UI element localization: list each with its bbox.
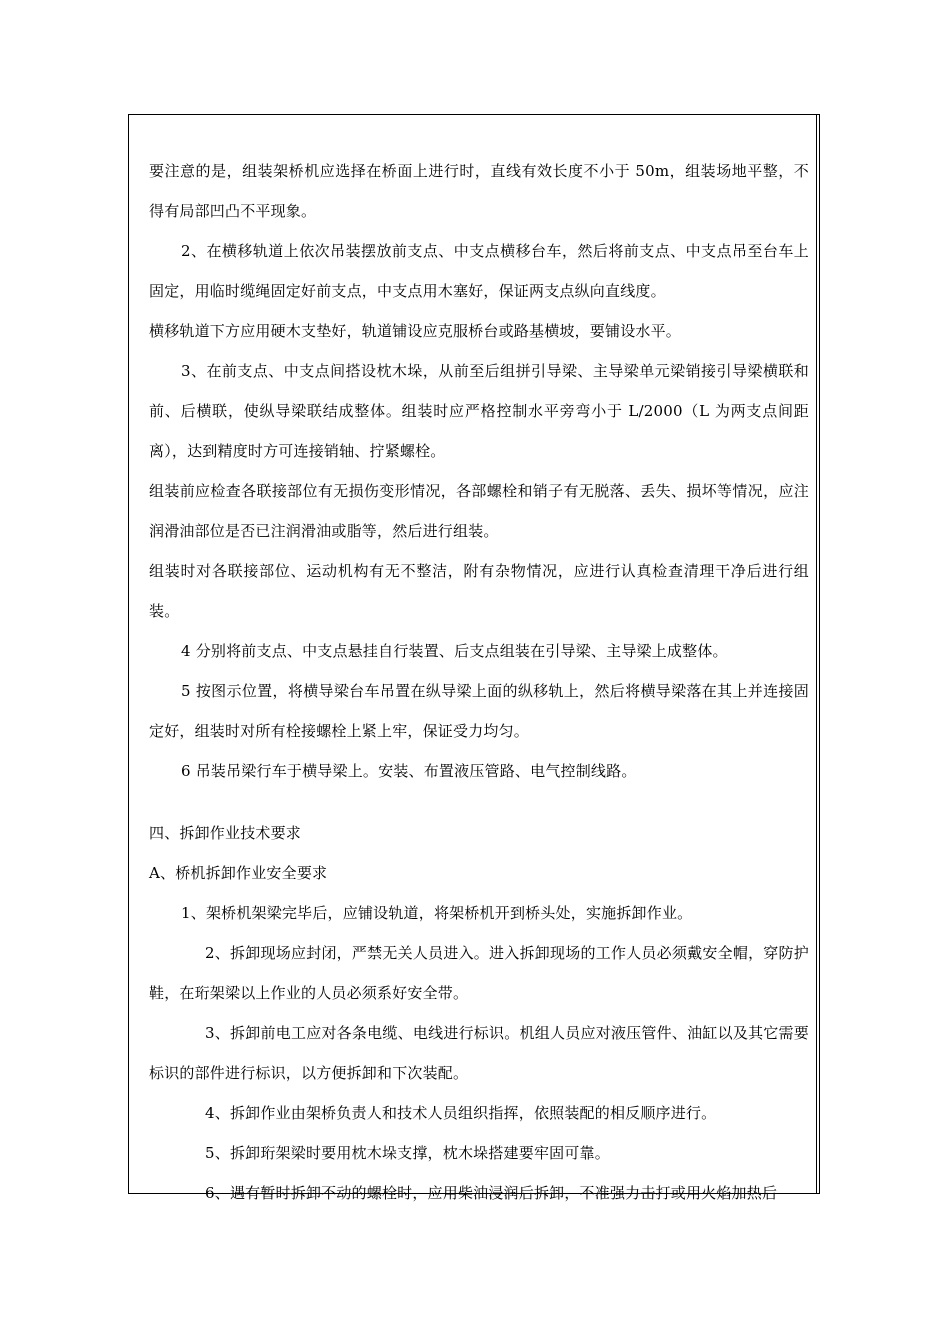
- paragraph-disassembly-5: 5、拆卸珩架梁时要用枕木垛支撑，枕木垛搭建要牢固可靠。: [205, 1144, 610, 1162]
- document-body: [149, 151, 809, 1213]
- paragraph-disassembly-3: 3、拆卸前电工应对各条电缆、电线进行标识。机组人员应对液压管件、油缸以及其它需要标识的部件进行标识，以方便拆卸和下次装配。: [149, 1024, 809, 1082]
- paragraph-step-3: 3、在前支点、中支点间搭设枕木垛，从前至后组拼引导梁、主导梁单元梁销接引导梁横联和前、后横联，使纵导梁联结成整体。组装时应严格控制水平旁弯小于 L/2000（L 为两支点间距离），达到精度时方可连接销轴、拧紧螺栓。: [149, 362, 809, 460]
- paragraph-disassembly-1: 1、架桥机架梁完毕后，应铺设轨道，将架桥机开到桥头处，实施拆卸作业。: [181, 904, 693, 922]
- paragraph-step-5: 5 按图示位置，将横导梁台车吊置在纵导梁上面的纵移轨上，然后将横导梁落在其上并连接固定好，组装时对所有栓接螺栓上紧上牢，保证受力均匀。: [149, 682, 809, 740]
- document-frame: [128, 114, 820, 1202]
- paragraph-assembly-site-note: 要注意的是，组装架桥机应选择在桥面上进行时，直线有效长度不小于 50m，组装场地平整，不得有局部凹凸不平现象。: [149, 162, 809, 220]
- paragraph-disassembly-6: 6、遇有暂时拆卸不动的螺栓时，应用柴油浸润后拆卸，不准强力击打或用火焰加热后: [205, 1184, 778, 1202]
- section-heading-disassembly: 四、拆卸作业技术要求: [149, 824, 302, 842]
- paragraph-assembly-cleaning: 组装时对各联接部位、运动机构有无不整洁，附有杂物情况，应进行认真检查清理干净后进行组装。: [149, 562, 809, 620]
- paragraph-disassembly-4: 4、拆卸作业由架桥负责人和技术人员组织指挥，依照装配的相反顺序进行。: [205, 1104, 717, 1122]
- paragraph-step-6: 6 吊装吊梁行车于横导梁上。安装、布置液压管路、电气控制线路。: [181, 762, 637, 780]
- paragraph-pre-assembly-check: 组装前应检查各联接部位有无损伤变形情况，各部螺栓和销子有无脱落、丢失、损坏等情况，应注润滑油部位是否已注润滑油或脂等，然后进行组装。: [149, 482, 809, 540]
- paragraph-rail-support: 横移轨道下方应用硬木支垫好，轨道铺设应克服桥台或路基横坡，要铺设水平。: [149, 322, 682, 340]
- paragraph-disassembly-2: 2、拆卸现场应封闭，严禁无关人员进入。进入拆卸现场的工作人员必须戴安全帽，穿防护鞋，在珩架梁以上作业的人员必须系好安全带。: [149, 944, 809, 1002]
- paragraph-step-4: 4 分别将前支点、中支点悬挂自行装置、后支点组装在引导梁、主导梁上成整体。: [181, 642, 728, 660]
- subsection-heading-safety: A、桥机拆卸作业安全要求: [149, 864, 328, 882]
- paragraph-step-2: 2、在横移轨道上依次吊装摆放前支点、中支点横移台车，然后将前支点、中支点吊至台车上固定，用临时缆绳固定好前支点，中支点用木塞好，保证两支点纵向直线度。: [149, 242, 809, 300]
- section-spacer: [149, 791, 809, 813]
